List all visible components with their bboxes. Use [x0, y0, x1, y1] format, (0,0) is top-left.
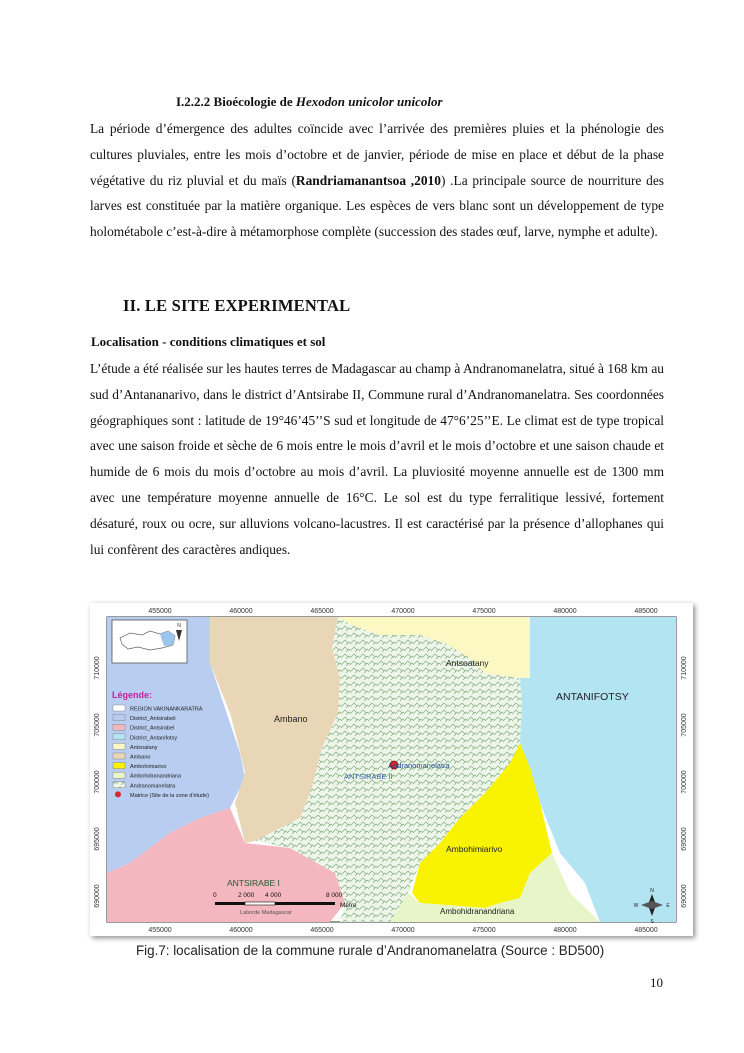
x-tick-label: 460000	[229, 608, 253, 615]
x-tick-label: 475000	[472, 927, 496, 934]
x-tick-label: 470000	[391, 608, 415, 615]
label-andranomanelatra: Andranomanelatra	[388, 761, 450, 770]
svg-text:0: 0	[213, 892, 217, 899]
legend-item-label: Ambohidranandriana	[130, 773, 182, 780]
y-tick-label: 705000	[681, 713, 688, 737]
svg-text:8 000: 8 000	[326, 892, 343, 899]
x-tick-label: 485000	[634, 608, 658, 615]
legend-item-label: Matrice (Site de la zone d'étude)	[130, 792, 210, 799]
legend-item-label: Andranomanelatra	[130, 783, 176, 790]
location-map	[90, 603, 693, 936]
species-name: Hexodon unicolor unicolor	[295, 94, 443, 109]
legend-swatch	[113, 753, 125, 759]
legend-swatch	[115, 791, 121, 797]
legend-item-label: REGION VAKINANKARATRA	[130, 706, 203, 713]
svg-text:N: N	[177, 623, 181, 629]
legend-item-label: District_Antsirabel	[130, 725, 175, 732]
label-antsirabe-ii: ANTSIRABE II	[344, 772, 393, 781]
x-tick-label: 455000	[148, 927, 172, 934]
y-tick-label: 690000	[681, 884, 688, 908]
citation: Randriamanantsoa ,2010	[295, 172, 441, 188]
paragraph-bioecology: La période d’émergence des adultes coïncide avec l’arrivée des premières pluies et la phénologie des cultures pluviales, entre les mois d’octobre et de janvier, période de mise en place et début de la phase végétative du riz pluvial et du maïs (Randriamanantsoa ,2010) .La principale source de nourriture des larves est constituée par la matière organique. Les espèces de vers blanc sont un développement de type holométabole c’est-à-dire à métamorphose complète (succession des stades œuf, larve, nymphe et adulte).	[90, 121, 664, 240]
legend-swatch	[113, 724, 125, 730]
page-number: 10	[650, 975, 663, 990]
legend-item-label: Ambohimiarivo	[130, 764, 167, 771]
inset-map	[112, 620, 187, 663]
svg-text:Metre: Metre	[340, 902, 357, 909]
map-svg	[90, 603, 693, 936]
y-tick-label: 695000	[681, 827, 688, 851]
y-tick-label: 710000	[94, 656, 101, 680]
chapter-heading: II. LE SITE EXPERIMENTAL	[123, 296, 351, 315]
subsection-heading: Localisation - conditions climatiques et sol	[91, 334, 326, 349]
x-tick-label: 470000	[391, 927, 415, 934]
legend-item-label: Antsoatany	[130, 744, 158, 751]
legend-swatch	[113, 782, 125, 788]
legend-swatch	[113, 734, 125, 740]
section-heading: I.2.2.2 Bioécologie de Hexodon unicolor unicolor	[176, 94, 443, 109]
y-tick-label: 695000	[94, 827, 101, 851]
legend-swatch	[113, 715, 125, 721]
y-tick-label: 705000	[94, 713, 101, 737]
legend-item-label: District_Antsirabeli	[130, 716, 176, 723]
svg-text:E: E	[666, 903, 670, 909]
legend-swatch	[113, 743, 125, 749]
label-antsirabe-i: ANTSIRABE I	[227, 878, 280, 888]
legend-swatch	[113, 763, 125, 769]
svg-text:4 000: 4 000	[265, 892, 282, 899]
x-tick-label: 465000	[310, 927, 334, 934]
legend-swatch	[113, 772, 125, 778]
x-tick-label: 480000	[553, 927, 577, 934]
y-tick-label: 700000	[94, 770, 101, 794]
x-tick-label: 465000	[310, 608, 334, 615]
label-ambano: Ambano	[274, 714, 308, 724]
svg-text:N: N	[650, 888, 654, 894]
legend-title: Légende:	[112, 690, 153, 700]
figure-caption: Fig.7: localisation de la commune rurale d’Andranomanelatra (Source : BD500)	[136, 943, 605, 958]
x-tick-label: 475000	[472, 608, 496, 615]
svg-text:2 000: 2 000	[238, 892, 255, 899]
legend-item-label: Ambano	[130, 754, 151, 761]
label-antanifotsy: ANTANIFOTSY	[556, 691, 629, 703]
svg-text:W: W	[633, 903, 639, 909]
svg-text:S: S	[650, 919, 654, 925]
paragraph-site: L’étude a été réalisée sur les hautes terres de Madagascar au champ à Andranomanelatra, situé à 168 km au sud d’Antananarivo, dans le district d’Antsirabe II, Commune rural d’Andranomanelatra. Ses coordonnées géographiques sont : latitude de 19°46’45’’S sud et longitude de 47°6’25’’E. Le climat est de type tropical avec une saison froide et sèche de 6 mois entre le mois d’avril et le mois d’octobre et une saison chaude et humide de 6 mois du mois d’octobre au mois d’avril. La pluviosité moyenne annuelle est de 1300 mm avec une température moyenne annuelle de 16°C. Le sol est du type ferralitique lessivé, fortement désaturé, roux ou ocre, sur alluvions volcano-lacustres. Il est caractérisé par la présence d’allophanes qui lui confèrent des caractères andiques.	[90, 361, 664, 557]
y-tick-label: 700000	[681, 770, 688, 794]
label-antsoatany: Antsoatany	[446, 658, 489, 668]
legend-item-label: District_Antanifotsy	[130, 735, 178, 742]
x-tick-label: 485000	[634, 927, 658, 934]
y-tick-label: 710000	[681, 656, 688, 680]
x-tick-label: 480000	[553, 608, 577, 615]
x-tick-label: 460000	[229, 927, 253, 934]
label-ambohidranandriana: Ambohidranandriana	[440, 907, 515, 916]
label-ambohimiarivo: Ambohimiarivo	[446, 844, 503, 854]
x-tick-label: 455000	[148, 608, 172, 615]
y-tick-label: 690000	[94, 884, 101, 908]
legend-swatch	[113, 705, 125, 711]
svg-text:Laborde Madagascar: Laborde Madagascar	[240, 910, 292, 916]
